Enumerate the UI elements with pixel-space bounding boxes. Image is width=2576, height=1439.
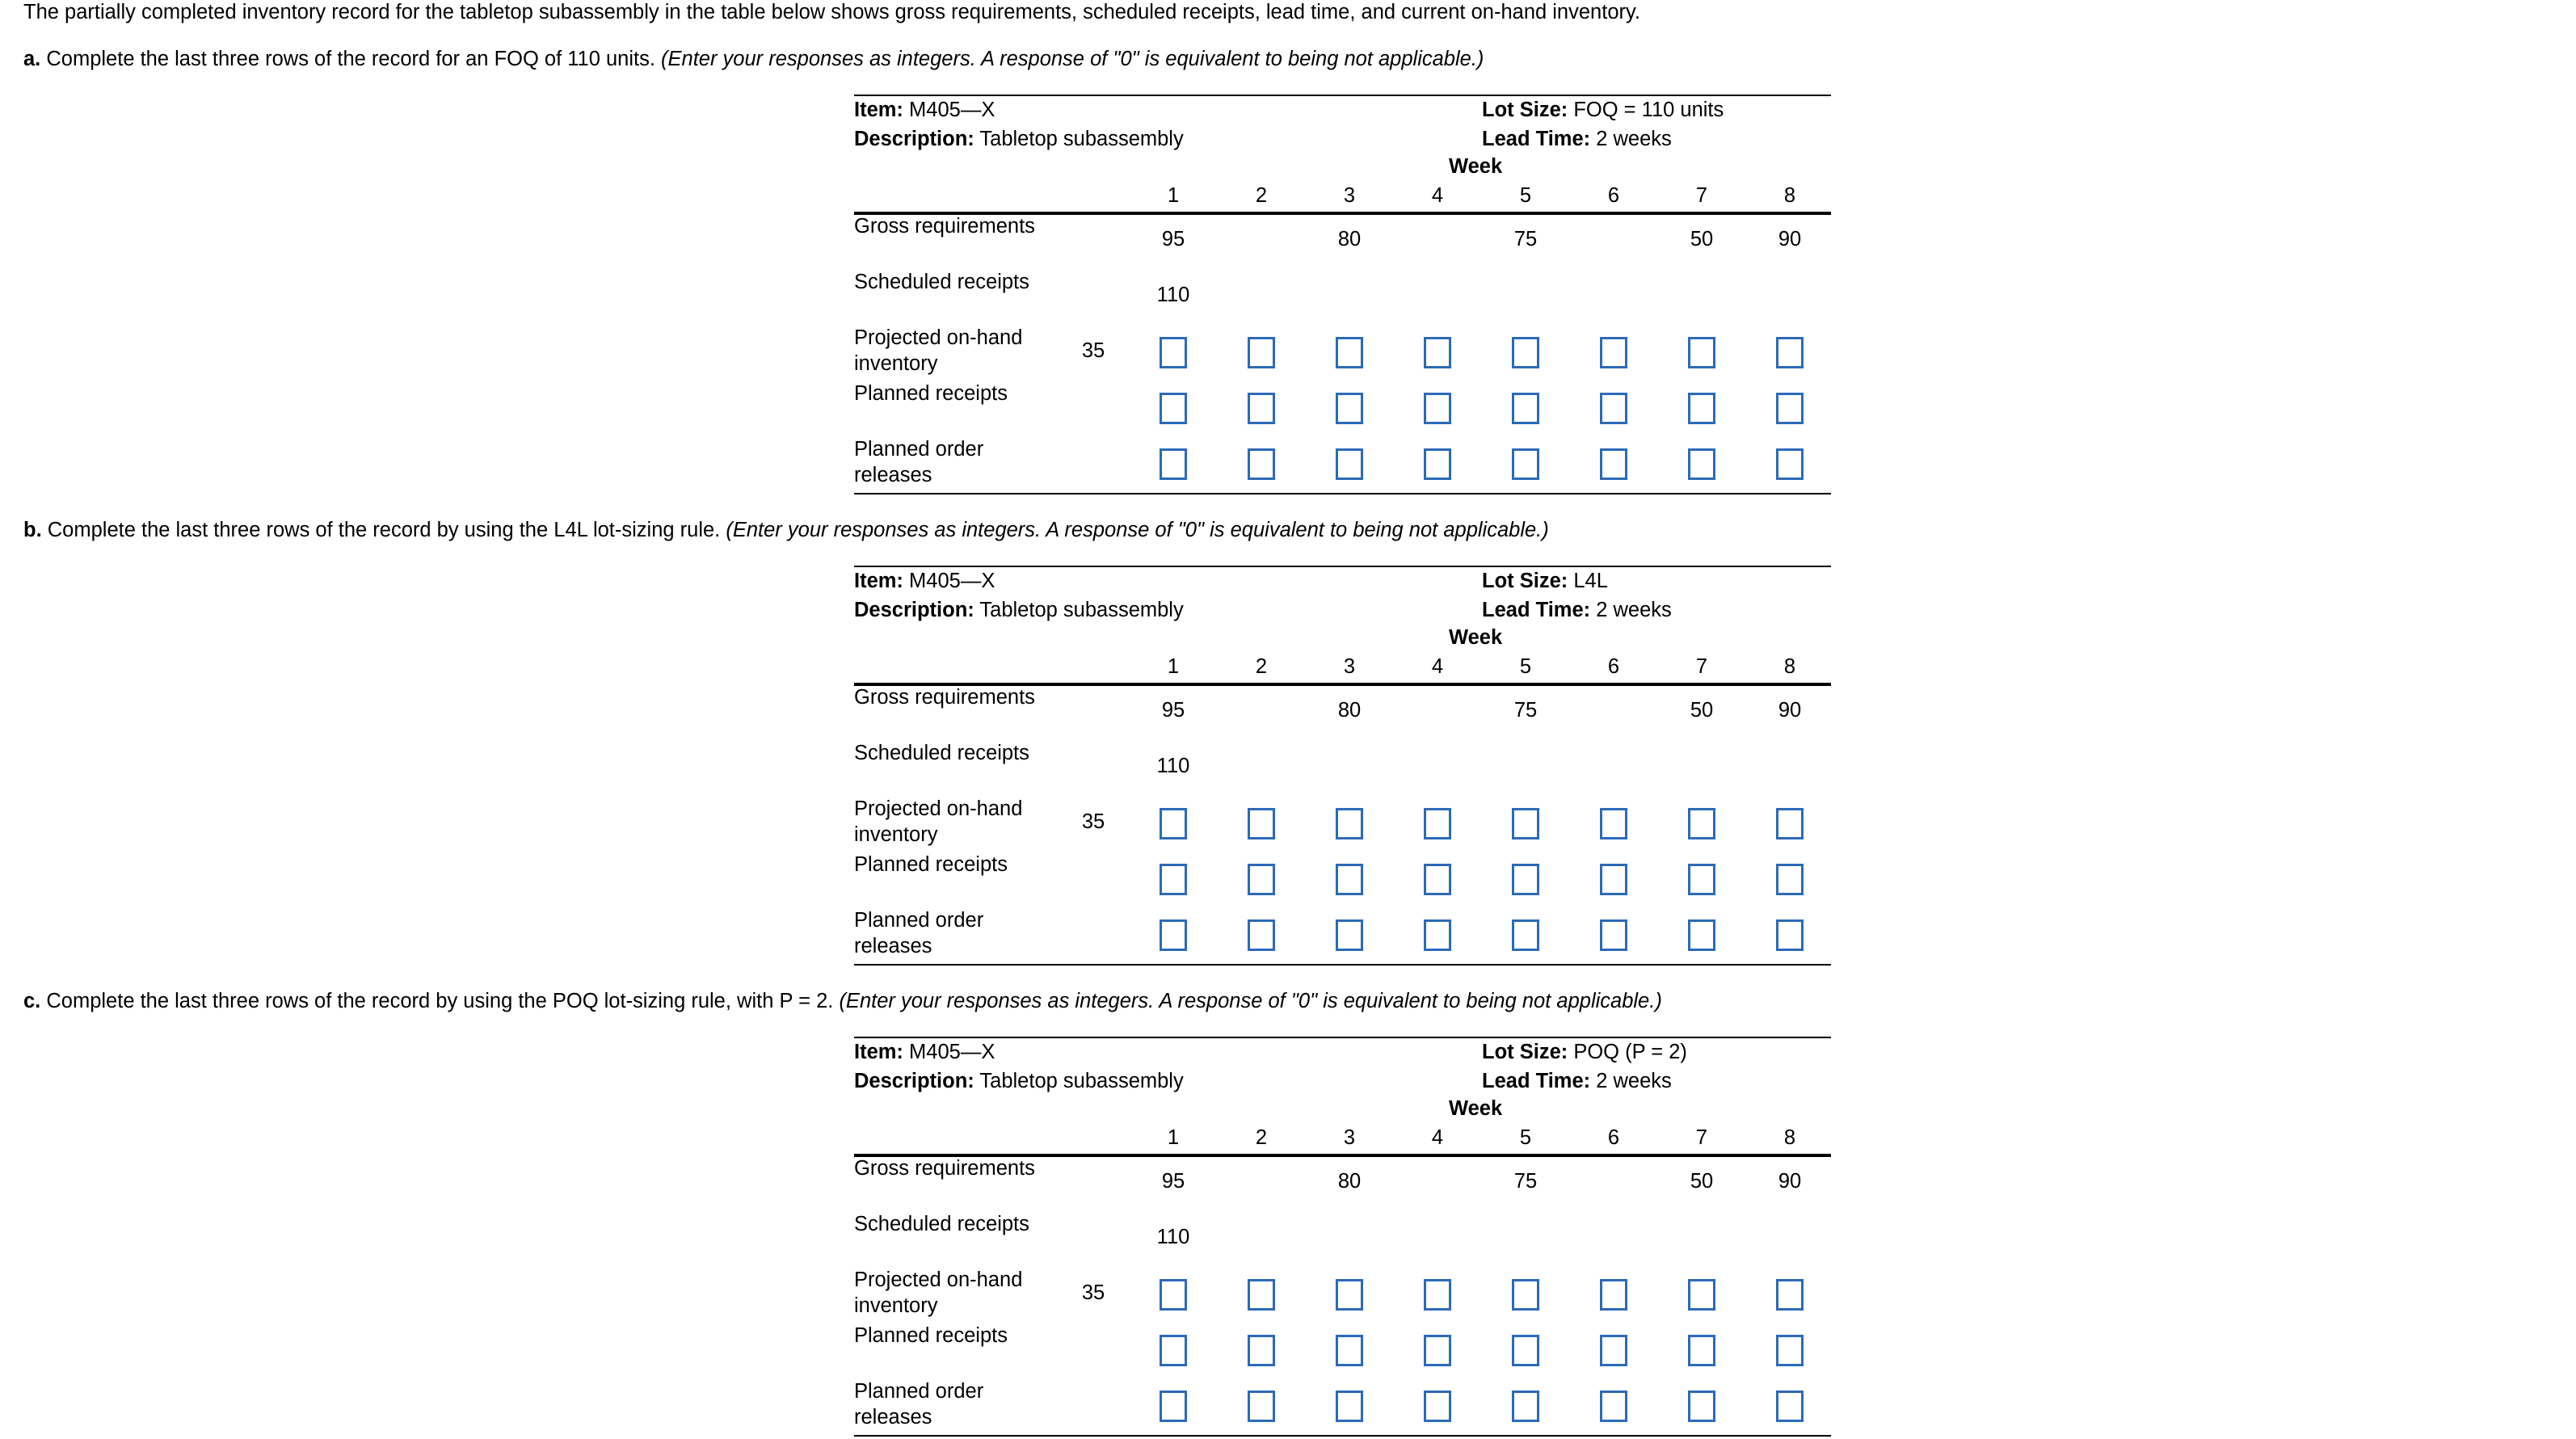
scheduled-receipts-cell: 110 [1156, 755, 1190, 777]
row-label-scheduled-receipts: Scheduled receipts [854, 271, 1029, 293]
planned-receipts-input[interactable] [1688, 393, 1715, 424]
planned-order-releases-input[interactable] [1248, 919, 1275, 951]
projected-on-hand-input[interactable] [1512, 337, 1539, 368]
part-c-note: (Enter your responses as integers. A response of "0" is equivalent to being not applicable.) [839, 990, 1662, 1012]
part-b-label: b. [23, 519, 42, 541]
week-heading: Week [1449, 155, 1503, 178]
planned-receipts-input[interactable] [1600, 1335, 1627, 1366]
planned-order-releases-input[interactable] [1512, 1391, 1539, 1422]
planned-order-releases-input[interactable] [1424, 1391, 1451, 1422]
part-a-instruction [23, 47, 1484, 73]
week-number: 6 [1607, 1126, 1620, 1149]
current-on-hand: 35 [1081, 810, 1105, 833]
record-b [854, 566, 1831, 968]
planned-order-releases-input[interactable] [1160, 1391, 1187, 1422]
planned-order-releases-input[interactable] [1688, 448, 1715, 480]
part-b-note: (Enter your responses as integers. A response of "0" is equivalent to being not applicable.) [726, 519, 1549, 541]
projected-on-hand-input[interactable] [1512, 1279, 1539, 1311]
gross-requirements-cell: 90 [1778, 228, 1802, 250]
gross-requirements-cell: 95 [1161, 1170, 1185, 1193]
projected-on-hand-input[interactable] [1776, 337, 1804, 368]
planned-receipts-input[interactable] [1688, 1335, 1715, 1366]
lead-time-label: Lead Time: [1482, 599, 1591, 621]
projected-on-hand-input[interactable] [1336, 808, 1363, 839]
row-label-gross-requirements: Gross requirements [854, 215, 1035, 238]
week-number: 4 [1431, 184, 1444, 207]
week-number: 1 [1167, 655, 1180, 678]
planned-receipts-input[interactable] [1600, 393, 1627, 424]
description-value: Tabletop subassembly [979, 128, 1184, 150]
week-number: 5 [1519, 184, 1532, 207]
week-number: 7 [1695, 1126, 1708, 1149]
part-b-instruction [23, 518, 1549, 544]
week-number: 6 [1607, 655, 1620, 678]
week-number: 2 [1255, 1126, 1268, 1149]
week-number: 8 [1783, 184, 1796, 207]
lead-time-line [1482, 127, 1672, 153]
part-c-text: Complete the last three rows of the record by using the POQ lot-sizing rule, with P = 2. [46, 990, 834, 1012]
row-label-projected-on-hand: Projected on-hand inventory [854, 326, 1023, 375]
projected-on-hand-input[interactable] [1424, 1279, 1451, 1311]
week-number: 3 [1343, 655, 1356, 678]
projected-on-hand-input[interactable] [1600, 808, 1627, 839]
lot-size-value: L4L [1573, 570, 1608, 592]
row-label-projected-on-hand: Projected on-hand inventory [854, 1269, 1023, 1317]
planned-receipts-input[interactable] [1776, 864, 1804, 895]
gross-requirements-cell: 50 [1690, 699, 1714, 722]
planned-receipts-input[interactable] [1248, 864, 1275, 895]
gross-requirements-cell: 95 [1161, 228, 1185, 250]
projected-on-hand-input[interactable] [1248, 1279, 1275, 1311]
week-heading: Week [1449, 1097, 1503, 1120]
record-top-rule [854, 566, 1831, 567]
item-label: Item: [854, 99, 903, 121]
week-number: 1 [1167, 1126, 1180, 1149]
record-c [854, 1037, 1831, 1439]
projected-on-hand-input[interactable] [1248, 808, 1275, 839]
gross-requirements-cell: 80 [1337, 228, 1362, 250]
row-label-planned-order-releases: Planned order releases [854, 909, 984, 957]
planned-order-releases-input[interactable] [1160, 919, 1187, 951]
gross-requirements-cell: 75 [1513, 699, 1538, 722]
projected-on-hand-input[interactable] [1776, 808, 1804, 839]
gross-requirements-cell: 90 [1778, 699, 1802, 722]
planned-receipts-input[interactable] [1512, 1335, 1539, 1366]
projected-on-hand-input[interactable] [1336, 1279, 1363, 1311]
projected-on-hand-input[interactable] [1160, 337, 1187, 368]
projected-on-hand-input[interactable] [1600, 337, 1627, 368]
planned-order-releases-input[interactable] [1776, 919, 1804, 951]
planned-order-releases-input[interactable] [1248, 1391, 1275, 1422]
lot-size-line [1482, 1040, 1687, 1066]
week-number: 6 [1607, 184, 1620, 207]
planned-receipts-input[interactable] [1336, 393, 1363, 424]
planned-receipts-input[interactable] [1248, 393, 1275, 424]
part-b-text: Complete the last three rows of the record by using the L4L lot-sizing rule. [47, 519, 721, 541]
lead-time-label: Lead Time: [1482, 1070, 1591, 1092]
projected-on-hand-input[interactable] [1688, 808, 1715, 839]
projected-on-hand-input[interactable] [1688, 1279, 1715, 1311]
planned-receipts-input[interactable] [1512, 393, 1539, 424]
record-a [854, 95, 1831, 497]
planned-receipts-input[interactable] [1600, 864, 1627, 895]
planned-order-releases-input[interactable] [1160, 448, 1187, 480]
item-label: Item: [854, 570, 903, 592]
record-bottom-rule [854, 964, 1831, 966]
planned-order-releases-input[interactable] [1248, 448, 1275, 480]
planned-order-releases-input[interactable] [1600, 448, 1627, 480]
lot-size-label: Lot Size: [1482, 570, 1568, 592]
lead-time-line [1482, 598, 1672, 624]
week-number: 7 [1695, 184, 1708, 207]
part-a-text: Complete the last three rows of the record for an FOQ of 110 units. [46, 48, 655, 70]
planned-order-releases-input[interactable] [1600, 1391, 1627, 1422]
lot-size-line [1482, 569, 1608, 595]
planned-receipts-input[interactable] [1776, 393, 1804, 424]
planned-order-releases-input[interactable] [1336, 1391, 1363, 1422]
item-value: M405—X [909, 99, 995, 121]
gross-requirements-cell: 75 [1513, 228, 1538, 250]
lead-time-value: 2 weeks [1596, 599, 1672, 621]
lot-size-label: Lot Size: [1482, 1041, 1568, 1063]
part-a-note: (Enter your responses as integers. A response of "0" is equivalent to being not applicable.) [661, 48, 1484, 70]
planned-receipts-input[interactable] [1160, 1335, 1187, 1366]
gross-requirements-cell: 90 [1778, 1170, 1802, 1193]
projected-on-hand-input[interactable] [1160, 1279, 1187, 1311]
planned-receipts-input[interactable] [1336, 864, 1363, 895]
projected-on-hand-input[interactable] [1600, 1279, 1627, 1311]
part-c-instruction [23, 989, 1662, 1015]
row-label-gross-requirements: Gross requirements [854, 1157, 1035, 1180]
row-label-projected-on-hand: Projected on-hand inventory [854, 797, 1023, 846]
description-value: Tabletop subassembly [979, 599, 1184, 621]
planned-order-releases-input[interactable] [1424, 448, 1451, 480]
description-line [854, 598, 1184, 624]
item-label: Item: [854, 1041, 903, 1063]
record-top-rule [854, 1037, 1831, 1038]
record-top-rule [854, 95, 1831, 96]
planned-receipts-input[interactable] [1688, 864, 1715, 895]
current-on-hand: 35 [1081, 339, 1105, 362]
description-value: Tabletop subassembly [979, 1070, 1184, 1092]
week-number: 4 [1431, 655, 1444, 678]
part-a-label: a. [23, 48, 41, 70]
week-number: 1 [1167, 184, 1180, 207]
gross-requirements-cell: 50 [1690, 228, 1714, 250]
lot-size-value: POQ (P = 2) [1573, 1041, 1687, 1063]
projected-on-hand-input[interactable] [1424, 808, 1451, 839]
week-heading: Week [1449, 626, 1503, 649]
gross-requirements-cell: 80 [1337, 699, 1362, 722]
intro-text: The partially completed inventory record for the tabletop subassembly in the table below shows gross requirements, scheduled receipts, lead time, and current on-hand inventory. [23, 1, 1640, 23]
planned-order-releases-input[interactable] [1424, 919, 1451, 951]
planned-receipts-input[interactable] [1512, 864, 1539, 895]
row-label-planned-order-releases: Planned order releases [854, 1380, 984, 1428]
description-label: Description: [854, 1070, 974, 1092]
row-label-scheduled-receipts: Scheduled receipts [854, 1213, 1029, 1235]
gross-requirements-cell: 80 [1337, 1170, 1362, 1193]
week-number: 8 [1783, 1126, 1796, 1149]
planned-order-releases-input[interactable] [1688, 1391, 1715, 1422]
item-line [854, 1040, 995, 1066]
week-number: 5 [1519, 655, 1532, 678]
planned-receipts-input[interactable] [1424, 864, 1451, 895]
description-line [854, 1069, 1184, 1095]
week-number: 3 [1343, 1126, 1356, 1149]
planned-receipts-input[interactable] [1424, 1335, 1451, 1366]
row-label-scheduled-receipts: Scheduled receipts [854, 742, 1029, 764]
row-label-gross-requirements: Gross requirements [854, 686, 1035, 709]
item-line [854, 569, 995, 595]
projected-on-hand-input[interactable] [1248, 337, 1275, 368]
scheduled-receipts-cell: 110 [1156, 1226, 1190, 1248]
scheduled-receipts-cell: 110 [1156, 284, 1190, 306]
lead-time-value: 2 weeks [1596, 1070, 1672, 1092]
projected-on-hand-input[interactable] [1160, 808, 1187, 839]
planned-order-releases-input[interactable] [1512, 448, 1539, 480]
week-number: 2 [1255, 184, 1268, 207]
planned-receipts-input[interactable] [1248, 1335, 1275, 1366]
week-number: 5 [1519, 1126, 1532, 1149]
planned-receipts-input[interactable] [1160, 864, 1187, 895]
week-number: 3 [1343, 184, 1356, 207]
planned-order-releases-input[interactable] [1688, 919, 1715, 951]
record-bottom-rule [854, 493, 1831, 494]
lot-size-label: Lot Size: [1482, 99, 1568, 121]
row-label-planned-receipts: Planned receipts [854, 853, 1008, 876]
week-number: 4 [1431, 1126, 1444, 1149]
row-label-planned-order-releases: Planned order releases [854, 438, 984, 486]
description-label: Description: [854, 128, 974, 150]
week-number: 2 [1255, 655, 1268, 678]
planned-receipts-input[interactable] [1776, 1335, 1804, 1366]
planned-order-releases-input[interactable] [1600, 919, 1627, 951]
part-c-label: c. [23, 990, 41, 1012]
gross-requirements-cell: 75 [1513, 1170, 1538, 1193]
item-value: M405—X [909, 570, 995, 592]
planned-order-releases-input[interactable] [1776, 1391, 1804, 1422]
planned-order-releases-input[interactable] [1336, 448, 1363, 480]
item-line [854, 98, 995, 124]
gross-requirements-cell: 95 [1161, 699, 1185, 722]
projected-on-hand-input[interactable] [1336, 337, 1363, 368]
planned-order-releases-input[interactable] [1512, 919, 1539, 951]
planned-receipts-input[interactable] [1160, 393, 1187, 424]
lead-time-value: 2 weeks [1596, 128, 1672, 150]
lot-size-line [1482, 98, 1724, 124]
row-label-planned-receipts: Planned receipts [854, 382, 1008, 405]
planned-receipts-input[interactable] [1424, 393, 1451, 424]
projected-on-hand-input[interactable] [1512, 808, 1539, 839]
row-label-planned-receipts: Planned receipts [854, 1324, 1008, 1347]
projected-on-hand-input[interactable] [1776, 1279, 1804, 1311]
current-on-hand: 35 [1081, 1281, 1105, 1304]
planned-order-releases-input[interactable] [1336, 919, 1363, 951]
gross-requirements-cell: 50 [1690, 1170, 1714, 1193]
record-bottom-rule [854, 1435, 1831, 1437]
week-number: 8 [1783, 655, 1796, 678]
planned-order-releases-input[interactable] [1776, 448, 1804, 480]
lead-time-label: Lead Time: [1482, 128, 1591, 150]
lot-size-value: FOQ = 110 units [1573, 99, 1724, 121]
lead-time-line [1482, 1069, 1672, 1095]
projected-on-hand-input[interactable] [1688, 337, 1715, 368]
description-label: Description: [854, 599, 974, 621]
projected-on-hand-input[interactable] [1424, 337, 1451, 368]
week-number: 7 [1695, 655, 1708, 678]
planned-receipts-input[interactable] [1336, 1335, 1363, 1366]
item-value: M405—X [909, 1041, 995, 1063]
description-line [854, 127, 1184, 153]
